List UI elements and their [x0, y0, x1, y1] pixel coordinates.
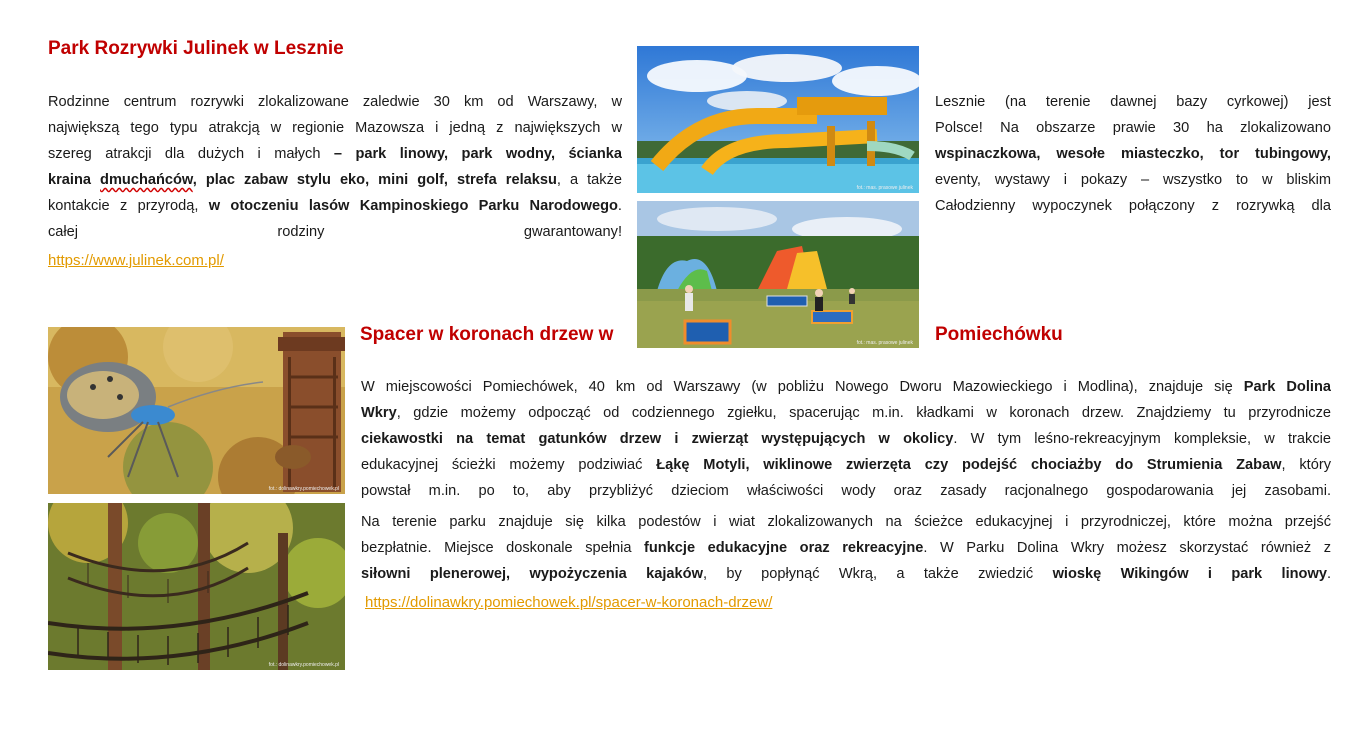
spacer-p1-line-3: ciekawostki na temat gatunków drzew i zwierząt występujących w okolicy. W tym leśno-rekreacyjnym kompleksie, w trakcie — [361, 431, 1331, 447]
spacer-title-right: Pomiechówku — [935, 324, 1063, 345]
spacer-p2-line-2: bezpłatnie. Miejsce doskonale spełnia funkcje edukacyjne oraz rekreacyjne. W Parku Dolina Wkry możesz skorzystać również z — [361, 540, 1331, 556]
julinek-text-left — [48, 89, 622, 245]
spacer-p1-line-1: W miejscowości Pomiechówek, 40 km od Warszawy (w pobliżu Nowego Dworu Mazowieckiego i Modlina), znajduje się Park Dolina — [361, 379, 1331, 395]
julinek-right-line-2: Polsce! Na obszarze prawie 30 ha zlokalizowano — [935, 120, 1331, 136]
julinek-left-line-6: całej rodziny gwarantowany! — [48, 224, 622, 240]
spacer-photo2-credit: fot.: dolinawkry.pomiechowek.pl — [268, 662, 339, 668]
julinek-title: Park Rozrywki Julinek w Lesznie — [48, 38, 344, 59]
julinek-link[interactable]: https://www.julinek.com.pl/ — [48, 252, 224, 269]
julinek-right-line-5: Całodzienny wypoczynek połączony z rozrywką dla — [935, 198, 1331, 214]
spacer-link[interactable]: https://dolinawkry.pomiechowek.pl/spacer-w-koronach-drzew/ — [365, 594, 773, 611]
spacer-p1-line-5: powstał m.in. po to, aby przybliżyć dzieciom właściwości wody oraz zasady racjonalnego gospodarowania jej zasobami. — [361, 483, 1331, 499]
spacer-title-left: Spacer w koronach drzew w — [360, 324, 614, 345]
spacer-paragraph-2 — [361, 509, 1331, 587]
spacer-p2-line-1: Na terenie parku znajduje się kilka podestów i wiat zlokalizowanych na ścieżce edukacyjnej i przyrodniczej, które można przejść — [361, 514, 1331, 530]
julinek-left-line-2: największą tego typu atrakcją w regionie Mazowsza i jedną z największych w — [48, 120, 622, 136]
spacer-photo1-credit: fot.: dolinawkry.pomiechowek.pl — [268, 486, 339, 492]
julinek-photo2-credit: fot.: mas. prasowe julinek — [856, 340, 913, 346]
spacer-p1-line-4: edukacyjnej ścieżki możemy podziwiać Łąkę Motyli, wiklinowe zwierzęta czy podejść chociażby do Strumienia Zabaw, który — [361, 457, 1331, 473]
julinek-right-line-1: Lesznie (na terenie dawnej bazy cyrkowej) jest — [935, 94, 1331, 110]
spacer-butterfly-photo — [48, 327, 345, 494]
julinek-text-right — [935, 89, 1331, 219]
julinek-left-line-1: Rodzinne centrum rozrywki zlokalizowane zaledwie 30 km od Warszawy, w — [48, 94, 622, 110]
julinek-right-line-4: eventy, wystawy i pokazy – wszystko to w bliskim — [935, 172, 1331, 188]
spacer-p1-line-2: Wkry, gdzie możemy odpocząć od codziennego zgiełku, spacerując m.in. kładkami w koronach drzew. Znajdziemy tu przyrodnicze — [361, 405, 1331, 421]
spacer-canopy-walk-photo — [48, 503, 345, 670]
spacer-p2-line-3: siłowni plenerowej, wypożyczenia kajaków, by popłynąć Wkrą, a także zwiedzić wioskę Wikingów i park linowy. — [361, 566, 1331, 582]
spacer-paragraph-1 — [361, 374, 1331, 504]
julinek-left-line-4: kraina dmuchańców, plac zabaw stylu eko, mini golf, strefa relaksu, a także — [48, 172, 622, 188]
julinek-playground-photo — [637, 201, 919, 348]
julinek-waterpark-photo — [637, 46, 919, 193]
julinek-left-line-3: szereg atrakcji dla dużych i małych – park linowy, park wodny, ścianka — [48, 146, 622, 162]
julinek-right-line-3: wspinaczkowa, wesołe miasteczko, tor tubingowy, — [935, 146, 1331, 162]
julinek-left-line-5: kontakcie z przyrodą, w otoczeniu lasów Kampinoskiego Parku Narodowego. — [48, 198, 622, 214]
julinek-photo1-credit: fot.: mas. prasowe julinek — [856, 185, 913, 191]
